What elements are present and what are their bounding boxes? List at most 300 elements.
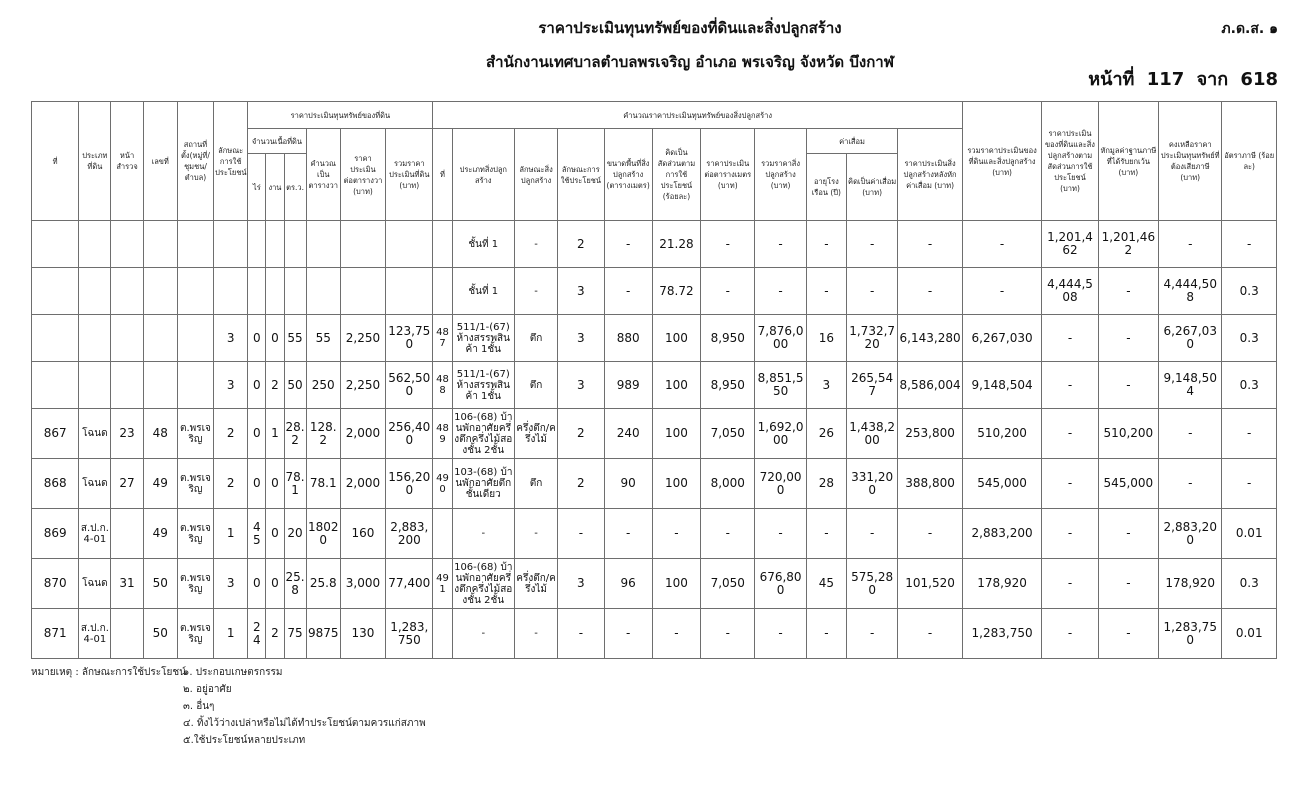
note-item: ๑. ประกอบเกษตรกรรม xyxy=(183,667,283,678)
table-row xyxy=(32,268,1277,315)
cell-location: ต.พรเจริญ xyxy=(177,609,213,659)
cell-land-total xyxy=(386,221,433,268)
cell-age: 3 xyxy=(806,362,846,409)
cell-land-total: 156,200 xyxy=(386,459,433,509)
cell-building-size: 880 xyxy=(604,315,652,362)
cell-building-price-sqm: - xyxy=(701,609,755,659)
cell-page xyxy=(111,221,143,268)
cell-ngan: 0 xyxy=(266,459,284,509)
th-after-depreciation: ราคาประเมินสิ่งปลูกสร้างหลังหักค่าเสื่อม (บาท) xyxy=(898,129,963,221)
cell-no: 867 xyxy=(32,409,79,459)
table-row xyxy=(32,362,1277,409)
cell-age: - xyxy=(806,509,846,559)
note-item: ๓. อื่นๆ xyxy=(183,701,215,712)
th-rai: ไร่ xyxy=(248,154,266,221)
cell-calc-sqwa: 55 xyxy=(306,315,340,362)
table-row xyxy=(32,609,1277,659)
cell-doc-type xyxy=(79,221,111,268)
cell-deduction: - xyxy=(1098,509,1158,559)
th-price-per-sqwa: ราคาประเมินต่อตารางวา (บาท) xyxy=(340,129,385,221)
cell-number: 49 xyxy=(143,459,177,509)
cell-age: 16 xyxy=(806,315,846,362)
cell-building-style: ตึก xyxy=(514,315,557,362)
th-building-usage: ลักษณะการใช้ประโยชน์ xyxy=(558,129,604,221)
cell-building-style: ครึ่งตึก/ครึ่งไม้ xyxy=(514,409,557,459)
cell-building-no: 487 xyxy=(433,315,452,362)
cell-rai xyxy=(248,221,266,268)
cell-calc-sqwa xyxy=(306,268,340,315)
cell-rai: 0 xyxy=(248,459,266,509)
cell-tax-rate: 0.3 xyxy=(1222,315,1277,362)
cell-total-value: 2,883,200 xyxy=(962,509,1041,559)
cell-building-price-sqm: - xyxy=(701,268,755,315)
cell-price-per-sqwa: 2,250 xyxy=(340,315,385,362)
cell-proportional: - xyxy=(1042,315,1098,362)
cell-building-total: - xyxy=(755,221,806,268)
note-row xyxy=(31,698,426,715)
cell-building-type: ชั้นที่ 1 xyxy=(452,268,514,315)
th-building-ratio: คิดเป็นสัดส่วนตามการใช้ประโยชน์ (ร้อยละ) xyxy=(652,129,700,221)
cell-price-per-sqwa: 160 xyxy=(340,509,385,559)
cell-dep-amount: - xyxy=(846,268,897,315)
form-code: ภ.ด.ส. ๑ xyxy=(1221,21,1278,37)
cell-doc-type xyxy=(79,268,111,315)
cell-taxable: 2,883,200 xyxy=(1159,509,1222,559)
cell-proportional: - xyxy=(1042,509,1098,559)
cell-location xyxy=(177,221,213,268)
cell-usage: 3 xyxy=(214,362,248,409)
cell-location xyxy=(177,268,213,315)
cell-deduction: - xyxy=(1098,315,1158,362)
cell-usage: 1 xyxy=(214,509,248,559)
cell-building-price-sqm: 7,050 xyxy=(701,409,755,459)
th-building-type: ประเภทสิ่งปลูกสร้าง xyxy=(452,129,514,221)
cell-calc-sqwa: 250 xyxy=(306,362,340,409)
page-of-label: จาก xyxy=(1196,69,1229,90)
table-row xyxy=(32,459,1277,509)
cell-land-total: 256,400 xyxy=(386,409,433,459)
cell-page: 23 xyxy=(111,409,143,459)
th-doc-type: ประเภทที่ดิน xyxy=(79,102,111,221)
cell-location xyxy=(177,362,213,409)
cell-after-dep: - xyxy=(898,609,963,659)
table-row xyxy=(32,509,1277,559)
cell-sqwa xyxy=(284,221,306,268)
cell-building-ratio: 100 xyxy=(652,315,700,362)
cell-total-value: 1,283,750 xyxy=(962,609,1041,659)
cell-rai: 24 xyxy=(248,609,266,659)
cell-building-total: 676,800 xyxy=(755,559,806,609)
th-dep-amount: คิดเป็นค่าเสื่อม (บาท) xyxy=(846,154,897,221)
cell-ngan: 2 xyxy=(266,362,284,409)
cell-building-size: 90 xyxy=(604,459,652,509)
cell-rai: 0 xyxy=(248,559,266,609)
table-row xyxy=(32,315,1277,362)
cell-ngan xyxy=(266,221,284,268)
cell-building-type: ชั้นที่ 1 xyxy=(452,221,514,268)
cell-taxable: - xyxy=(1159,221,1222,268)
cell-tax-rate: 0.01 xyxy=(1222,509,1277,559)
cell-price-per-sqwa xyxy=(340,268,385,315)
table-row xyxy=(32,409,1277,459)
cell-total-value: 178,920 xyxy=(962,559,1041,609)
cell-calc-sqwa: 78.1 xyxy=(306,459,340,509)
cell-location xyxy=(177,315,213,362)
cell-price-per-sqwa: 2,000 xyxy=(340,459,385,509)
cell-ngan: 1 xyxy=(266,409,284,459)
cell-no: 868 xyxy=(32,459,79,509)
cell-number: 50 xyxy=(143,559,177,609)
th-page: หน้าสำรวจ xyxy=(111,102,143,221)
th-deduction: หักมูลค่าฐานภาษีที่ได้รับยกเว้น (บาท) xyxy=(1098,102,1158,221)
report-subtitle: สำนักงานเทศบาลตำบลพรเจริญ อำเภอ พรเจริญ จังหวัด บึงกาฬ xyxy=(486,53,894,71)
cell-number xyxy=(143,315,177,362)
cell-total-value: - xyxy=(962,268,1041,315)
th-group-depreciation: ค่าเสื่อม xyxy=(806,129,898,154)
cell-usage: 1 xyxy=(214,609,248,659)
th-group-land: ราคาประเมินทุนทรัพย์ของที่ดิน xyxy=(248,102,433,129)
cell-no xyxy=(32,221,79,268)
cell-ngan: 0 xyxy=(266,509,284,559)
cell-building-total: - xyxy=(755,268,806,315)
cell-number: 49 xyxy=(143,509,177,559)
cell-after-dep: - xyxy=(898,509,963,559)
cell-taxable: 4,444,508 xyxy=(1159,268,1222,315)
cell-building-style: ตึก xyxy=(514,362,557,409)
cell-proportional: - xyxy=(1042,409,1098,459)
cell-ngan: 0 xyxy=(266,315,284,362)
cell-dep-amount: - xyxy=(846,221,897,268)
note-item: ๒. อยู่อาศัย xyxy=(183,684,232,695)
table-body xyxy=(32,221,1277,659)
cell-calc-sqwa: 25.8 xyxy=(306,559,340,609)
th-building-total: รวมราคาสิ่งปลูกสร้าง (บาท) xyxy=(755,129,806,221)
cell-deduction: - xyxy=(1098,609,1158,659)
cell-building-price-sqm: 7,050 xyxy=(701,559,755,609)
cell-deduction: 545,000 xyxy=(1098,459,1158,509)
th-sqwa: ตร.ว. xyxy=(284,154,306,221)
cell-building-no xyxy=(433,609,452,659)
cell-building-usage: - xyxy=(558,509,604,559)
cell-building-total: 720,000 xyxy=(755,459,806,509)
cell-calc-sqwa: 18020 xyxy=(306,509,340,559)
cell-sqwa: 20 xyxy=(284,509,306,559)
cell-sqwa: 55 xyxy=(284,315,306,362)
note-item: ๔. ทิ้งไว้ว่างเปล่าหรือไม่ได้ทำประโยชน์ตามควรแก่สภาพ xyxy=(183,718,426,729)
cell-age: - xyxy=(806,221,846,268)
cell-price-per-sqwa: 2,000 xyxy=(340,409,385,459)
cell-no: 870 xyxy=(32,559,79,609)
cell-building-type: 103-(68) บ้านพักอาศัยตึกชั้นเดียว xyxy=(452,459,514,509)
cell-building-price-sqm: 8,950 xyxy=(701,315,755,362)
cell-building-ratio: - xyxy=(652,509,700,559)
notes-label: หมายเหตุ : ลักษณะการใช้ประโยชน์ xyxy=(31,667,186,678)
th-number: เลขที่ xyxy=(143,102,177,221)
th-tax-rate: อัตราภาษี (ร้อยละ) xyxy=(1222,102,1277,221)
note-row xyxy=(31,732,426,749)
th-group-building: คำนวณราคาประเมินทุนทรัพย์ของสิ่งปลูกสร้าง xyxy=(433,102,962,129)
cell-usage: 2 xyxy=(214,459,248,509)
cell-sqwa: 75 xyxy=(284,609,306,659)
cell-doc-type: โฉนด xyxy=(79,459,111,509)
cell-rai: 45 xyxy=(248,509,266,559)
cell-doc-type: โฉนด xyxy=(79,559,111,609)
cell-age: 26 xyxy=(806,409,846,459)
cell-tax-rate: 0.3 xyxy=(1222,268,1277,315)
cell-building-price-sqm: 8,000 xyxy=(701,459,755,509)
page-label: หน้าที่ xyxy=(1088,69,1135,90)
cell-page xyxy=(111,268,143,315)
cell-building-type: - xyxy=(452,609,514,659)
cell-location: ต.พรเจริญ xyxy=(177,409,213,459)
cell-land-total: 562,500 xyxy=(386,362,433,409)
cell-building-size: 240 xyxy=(604,409,652,459)
cell-building-ratio: 78.72 xyxy=(652,268,700,315)
th-no: ที่ xyxy=(32,102,79,221)
cell-after-dep: 6,143,280 xyxy=(898,315,963,362)
cell-no xyxy=(32,315,79,362)
cell-after-dep: 253,800 xyxy=(898,409,963,459)
cell-dep-amount: - xyxy=(846,509,897,559)
cell-land-total: 77,400 xyxy=(386,559,433,609)
cell-after-dep: - xyxy=(898,268,963,315)
cell-total-value: 9,148,504 xyxy=(962,362,1041,409)
cell-dep-amount: 1,438,200 xyxy=(846,409,897,459)
cell-number xyxy=(143,221,177,268)
cell-location: ต.พรเจริญ xyxy=(177,559,213,609)
cell-building-type: 106-(68) บ้านพักอาศัยครึ่งตึกครึ่งไม้สองชั้น 2ชั้น xyxy=(452,409,514,459)
cell-building-size: 989 xyxy=(604,362,652,409)
cell-doc-type xyxy=(79,315,111,362)
cell-building-style: ครึ่งตึก/ครึ่งไม้ xyxy=(514,559,557,609)
cell-building-price-sqm: - xyxy=(701,509,755,559)
cell-sqwa: 50 xyxy=(284,362,306,409)
cell-building-price-sqm: - xyxy=(701,221,755,268)
cell-doc-type xyxy=(79,362,111,409)
cell-sqwa xyxy=(284,268,306,315)
cell-building-type: 106-(68) บ้านพักอาศัยครึ่งตึกครึ่งไม้สองชั้น 2ชั้น xyxy=(452,559,514,609)
th-group-area: จำนวนเนื้อที่ดิน xyxy=(248,129,306,154)
cell-building-usage: 3 xyxy=(558,559,604,609)
cell-calc-sqwa: 9875 xyxy=(306,609,340,659)
cell-building-no: 490 xyxy=(433,459,452,509)
cell-building-usage: 3 xyxy=(558,268,604,315)
cell-doc-type: โฉนด xyxy=(79,409,111,459)
cell-ngan xyxy=(266,268,284,315)
cell-usage xyxy=(214,268,248,315)
cell-tax-rate: 0.01 xyxy=(1222,609,1277,659)
cell-after-dep: 8,586,004 xyxy=(898,362,963,409)
cell-building-no: 491 xyxy=(433,559,452,609)
cell-building-style: - xyxy=(514,509,557,559)
cell-dep-amount: - xyxy=(846,609,897,659)
cell-building-style: - xyxy=(514,268,557,315)
cell-ngan: 0 xyxy=(266,559,284,609)
cell-usage: 3 xyxy=(214,315,248,362)
cell-number xyxy=(143,268,177,315)
cell-building-no: 489 xyxy=(433,409,452,459)
page-current: 117 xyxy=(1146,69,1185,90)
cell-total-value: 545,000 xyxy=(962,459,1041,509)
cell-usage xyxy=(214,221,248,268)
cell-number: 48 xyxy=(143,409,177,459)
cell-taxable: 178,920 xyxy=(1159,559,1222,609)
cell-age: - xyxy=(806,609,846,659)
cell-page xyxy=(111,609,143,659)
cell-usage: 2 xyxy=(214,409,248,459)
cell-building-ratio: 100 xyxy=(652,459,700,509)
cell-proportional: - xyxy=(1042,362,1098,409)
cell-land-total: 2,883,200 xyxy=(386,509,433,559)
page-total: 618 xyxy=(1240,69,1278,90)
cell-after-dep: - xyxy=(898,221,963,268)
th-building-price-sqm: ราคาประเมินต่อตารางเมตร (บาท) xyxy=(701,129,755,221)
cell-page xyxy=(111,315,143,362)
cell-building-usage: 3 xyxy=(558,362,604,409)
cell-calc-sqwa: 128.2 xyxy=(306,409,340,459)
cell-building-style: - xyxy=(514,221,557,268)
cell-number: 50 xyxy=(143,609,177,659)
th-land-total: รวมราคาประเมินที่ดิน (บาท) xyxy=(386,129,433,221)
cell-taxable: - xyxy=(1159,409,1222,459)
cell-building-usage: 2 xyxy=(558,221,604,268)
cell-price-per-sqwa xyxy=(340,221,385,268)
th-building-no: ที่ xyxy=(433,129,452,221)
note-row xyxy=(31,681,426,698)
cell-tax-rate: - xyxy=(1222,221,1277,268)
cell-building-type: 511/1-(67) ห้างสรรพสินค้า 1ชั้น xyxy=(452,315,514,362)
cell-building-size: - xyxy=(604,221,652,268)
cell-dep-amount: 1,732,720 xyxy=(846,315,897,362)
cell-ngan: 2 xyxy=(266,609,284,659)
cell-building-no xyxy=(433,221,452,268)
report-title: ราคาประเมินทุนทรัพย์ของที่ดินและสิ่งปลูกสร้าง xyxy=(538,19,842,37)
table-row xyxy=(32,221,1277,268)
assessment-table xyxy=(31,101,1277,659)
th-building-style: ลักษณะสิ่งปลูกสร้าง xyxy=(514,129,557,221)
cell-taxable: 9,148,504 xyxy=(1159,362,1222,409)
cell-proportional: 1,201,462 xyxy=(1042,221,1098,268)
cell-page xyxy=(111,509,143,559)
cell-page xyxy=(111,362,143,409)
cell-after-dep: 101,520 xyxy=(898,559,963,609)
cell-proportional: - xyxy=(1042,609,1098,659)
cell-tax-rate: 0.3 xyxy=(1222,362,1277,409)
cell-building-total: 1,692,000 xyxy=(755,409,806,459)
cell-price-per-sqwa: 130 xyxy=(340,609,385,659)
note-row xyxy=(31,715,426,732)
cell-taxable: 1,283,750 xyxy=(1159,609,1222,659)
cell-proportional: - xyxy=(1042,559,1098,609)
cell-rai xyxy=(248,268,266,315)
cell-rai: 0 xyxy=(248,315,266,362)
cell-tax-rate: - xyxy=(1222,409,1277,459)
cell-land-total: 123,750 xyxy=(386,315,433,362)
cell-building-type: - xyxy=(452,509,514,559)
cell-building-total: 7,876,000 xyxy=(755,315,806,362)
th-ngan: งาน xyxy=(266,154,284,221)
cell-doc-type: ส.ป.ก. 4-01 xyxy=(79,509,111,559)
cell-page: 31 xyxy=(111,559,143,609)
notes-section xyxy=(31,664,426,749)
note-row xyxy=(31,664,426,681)
cell-building-no xyxy=(433,509,452,559)
cell-page: 27 xyxy=(111,459,143,509)
cell-deduction: - xyxy=(1098,362,1158,409)
cell-total-value: 510,200 xyxy=(962,409,1041,459)
page-indicator xyxy=(1088,64,1278,93)
cell-tax-rate: - xyxy=(1222,459,1277,509)
th-total-value: รวมราคาประเมินของที่ดินและสิ่งปลูกสร้าง (บาท) xyxy=(962,102,1041,221)
cell-building-total: - xyxy=(755,509,806,559)
cell-location: ต.พรเจริญ xyxy=(177,509,213,559)
cell-building-size: - xyxy=(604,609,652,659)
th-age: อายุโรงเรือน (ปี) xyxy=(806,154,846,221)
cell-building-size: - xyxy=(604,268,652,315)
th-location: สถานที่ตั้ง(หมู่ที่/ชุมชน/ตำบล) xyxy=(177,102,213,221)
cell-building-size: 96 xyxy=(604,559,652,609)
th-building-size: ขนาดพื้นที่สิ่งปลูกสร้าง (ตารางเมตร) xyxy=(604,129,652,221)
cell-dep-amount: 265,547 xyxy=(846,362,897,409)
th-usage: ลักษณะการใช้ประโยชน์ xyxy=(214,102,248,221)
cell-age: - xyxy=(806,268,846,315)
cell-taxable: 6,267,030 xyxy=(1159,315,1222,362)
cell-building-ratio: - xyxy=(652,609,700,659)
cell-location: ต.พรเจริญ xyxy=(177,459,213,509)
cell-price-per-sqwa: 2,250 xyxy=(340,362,385,409)
cell-building-ratio: 21.28 xyxy=(652,221,700,268)
cell-proportional: - xyxy=(1042,459,1098,509)
note-item: ๕.ใช้ประโยชน์หลายประเภท xyxy=(183,735,306,746)
cell-land-total xyxy=(386,268,433,315)
cell-sqwa: 25.8 xyxy=(284,559,306,609)
cell-building-usage: 3 xyxy=(558,315,604,362)
cell-building-total: - xyxy=(755,609,806,659)
cell-deduction: 1,201,462 xyxy=(1098,221,1158,268)
cell-doc-type: ส.ป.ก. 4-01 xyxy=(79,609,111,659)
cell-building-no xyxy=(433,268,452,315)
cell-building-ratio: 100 xyxy=(652,362,700,409)
cell-building-style: - xyxy=(514,609,557,659)
cell-price-per-sqwa: 3,000 xyxy=(340,559,385,609)
cell-building-usage: 2 xyxy=(558,459,604,509)
cell-dep-amount: 575,280 xyxy=(846,559,897,609)
cell-building-usage: 2 xyxy=(558,409,604,459)
cell-building-ratio: 100 xyxy=(652,409,700,459)
cell-building-style: ตึก xyxy=(514,459,557,509)
cell-age: 45 xyxy=(806,559,846,609)
cell-land-total: 1,283,750 xyxy=(386,609,433,659)
cell-sqwa: 78.1 xyxy=(284,459,306,509)
table-row xyxy=(32,559,1277,609)
cell-rai: 0 xyxy=(248,362,266,409)
cell-age: 28 xyxy=(806,459,846,509)
th-calc-sqwa: คำนวณเป็นตารางวา xyxy=(306,129,340,221)
cell-number xyxy=(143,362,177,409)
cell-proportional: 4,444,508 xyxy=(1042,268,1098,315)
cell-deduction: 510,200 xyxy=(1098,409,1158,459)
cell-deduction: - xyxy=(1098,559,1158,609)
cell-no: 871 xyxy=(32,609,79,659)
cell-total-value: - xyxy=(962,221,1041,268)
cell-rai: 0 xyxy=(248,409,266,459)
cell-no xyxy=(32,362,79,409)
cell-building-ratio: 100 xyxy=(652,559,700,609)
cell-calc-sqwa xyxy=(306,221,340,268)
th-proportional: ราคาประเมินของที่ดินและสิ่งปลูกสร้างตามสัดส่วนการใช้ประโยชน์ (บาท) xyxy=(1042,102,1098,221)
cell-dep-amount: 331,200 xyxy=(846,459,897,509)
cell-taxable: - xyxy=(1159,459,1222,509)
